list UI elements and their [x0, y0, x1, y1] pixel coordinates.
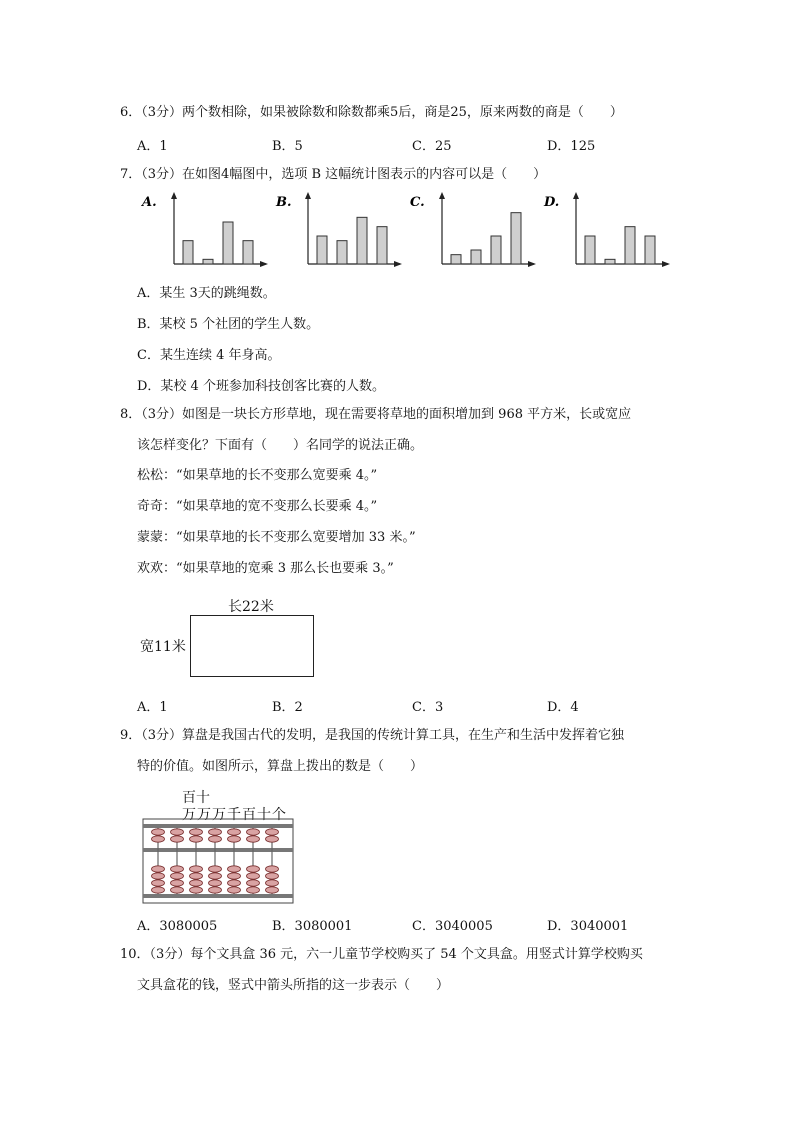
abacus-upper-bead: [190, 836, 203, 842]
chart-bar: [645, 236, 655, 264]
chart-x-arrow-icon: [260, 261, 268, 267]
abacus-lower-bead: [171, 866, 184, 872]
q8-statement-mengmeng: 蒙蒙：“如果草地的长不变那么宽要增加 33 米。”: [137, 530, 416, 545]
chart-bar: [223, 222, 233, 264]
abacus-upper-bead: [266, 829, 279, 835]
abacus-upper-bead: [228, 836, 241, 842]
q6-option-d[interactable]: D．125: [547, 139, 596, 154]
abacus-top-bar: [143, 824, 293, 828]
q8-statement-qiqi: 奇奇：“如果草地的宽不变那么长要乘 4。”: [137, 499, 378, 514]
chart-label-3: C.: [410, 195, 425, 210]
q8-statement-songsong: 松松：“如果草地的长不变那么宽要乘 4。”: [137, 468, 378, 483]
q9-option-b[interactable]: B．3080001: [272, 919, 353, 934]
question-10-line-1: 10．（3分）每个文具盒 36 元，六一儿童节学校购买了 54 个文具盒。用竖式计算学校购买: [120, 947, 643, 962]
q8-length-label: 长22米: [228, 599, 274, 615]
abacus-lower-bead: [171, 880, 184, 886]
chart-bar: [471, 250, 481, 264]
q8-option-b[interactable]: B．2: [272, 700, 303, 715]
question-8-line-1: 8．（3分）如图是一块长方形草地，现在需要将草地的面积增加到 968 平方米，长或宽应: [120, 407, 632, 422]
chart-x-arrow-icon: [528, 261, 536, 267]
abacus-lower-bead: [228, 873, 241, 879]
abacus-upper-bead: [152, 836, 165, 842]
abacus-upper-bead: [247, 836, 260, 842]
abacus-lower-bead: [209, 873, 222, 879]
chart-label-1: A.: [142, 195, 157, 210]
question-9-line-1: 9．（3分）算盘是我国古代的发明，是我国的传统计算工具，在生产和生活中发挥着它独: [120, 728, 625, 743]
abacus-upper-bead: [209, 829, 222, 835]
chart-label-2: B.: [276, 195, 292, 210]
chart-bar: [243, 241, 253, 264]
abacus-lower-bead: [266, 873, 279, 879]
abacus-lower-bead: [171, 887, 184, 893]
abacus-lower-bead: [266, 880, 279, 886]
abacus-lower-bead: [209, 887, 222, 893]
abacus-lower-bead: [190, 873, 203, 879]
question-10-line-2: 文具盒花的钱，竖式中箭头所指的这一步表示（ ）: [137, 978, 450, 993]
abacus-lower-bead: [190, 880, 203, 886]
abacus-lower-bead: [152, 866, 165, 872]
chart-bar: [377, 227, 387, 264]
chart-bar: [357, 217, 367, 264]
abacus-lower-bead: [247, 873, 260, 879]
chart-y-arrow-icon: [573, 192, 579, 199]
abacus-upper-bead: [209, 836, 222, 842]
abacus-lower-bead: [228, 880, 241, 886]
q7-answer-a[interactable]: A．某生 3天的跳绳数。: [137, 286, 276, 301]
abacus-lower-bead: [152, 880, 165, 886]
q6-option-c[interactable]: C．25: [412, 139, 452, 154]
q7-answer-d[interactable]: D．某校 4 个班参加科技创客比赛的人数。: [137, 379, 385, 394]
chart-bar: [337, 241, 347, 264]
q8-width-label: 宽11米: [140, 639, 186, 655]
q9-option-c[interactable]: C．3040005: [412, 919, 493, 934]
question-9-line-2: 特的价值。如图所示，算盘上拨出的数是（ ）: [137, 759, 424, 774]
abacus-lower-bead: [152, 887, 165, 893]
chart-bar: [605, 259, 615, 264]
abacus-lower-bead: [190, 887, 203, 893]
abacus-upper-bead: [228, 829, 241, 835]
abacus-lower-bead: [209, 866, 222, 872]
abacus-upper-bead: [247, 829, 260, 835]
chart-bar: [451, 255, 461, 264]
abacus-upper-bead: [171, 829, 184, 835]
q9-option-a[interactable]: A．3080005: [137, 919, 218, 934]
chart-bar: [511, 213, 521, 264]
chart-x-arrow-icon: [394, 261, 402, 267]
abacus-lower-bead: [247, 887, 260, 893]
chart-bar: [183, 241, 193, 264]
abacus-upper-bead: [266, 836, 279, 842]
chart-bar: [491, 236, 501, 264]
question-7-text: 7．（3分）在如图4幅图中，选项 B 这幅统计图表示的内容可以是（ ）: [120, 167, 547, 182]
chart-bar: [585, 236, 595, 264]
abacus-upper-bead: [190, 829, 203, 835]
q8-option-c[interactable]: C．3: [412, 700, 444, 715]
q6-option-a[interactable]: A．1: [137, 139, 168, 154]
q8-statement-huanhuan: 欢欢：“如果草地的宽乘 3 那么长也要乘 3。”: [137, 561, 394, 576]
abacus-lower-bead: [228, 887, 241, 893]
q9-option-d[interactable]: D．3040001: [547, 919, 629, 934]
abacus-top-labels: 百十: [182, 790, 210, 806]
chart-bar: [317, 236, 327, 264]
abacus-lower-bead: [171, 873, 184, 879]
chart-y-arrow-icon: [439, 192, 445, 199]
question-6-text: 6．（3分）两个数相除，如果被除数和除数都乘5后，商是25，原来两数的商是（ ）: [120, 105, 623, 120]
abacus-lower-bead: [247, 880, 260, 886]
question-8-line-2: 该怎样变化？下面有（ ）名同学的说法正确。: [137, 438, 424, 453]
chart-y-arrow-icon: [305, 192, 311, 199]
abacus-lower-bead: [228, 866, 241, 872]
chart-y-arrow-icon: [171, 192, 177, 199]
abacus-figure: [142, 818, 294, 904]
abacus-lower-bead: [152, 873, 165, 879]
q8-option-a[interactable]: A．1: [137, 700, 168, 715]
chart-bar: [203, 259, 213, 264]
abacus-upper-bead: [152, 829, 165, 835]
abacus-place-labels: 万万万千百十个: [182, 807, 287, 823]
q7-answer-b[interactable]: B．某校 5 个社团的学生人数。: [137, 317, 320, 332]
q6-option-b[interactable]: B．5: [272, 139, 303, 154]
abacus-middle-beam: [143, 848, 293, 852]
abacus-lower-bead: [266, 866, 279, 872]
abacus-upper-bead: [171, 836, 184, 842]
abacus-lower-bead: [266, 887, 279, 893]
chart-x-arrow-icon: [662, 261, 670, 267]
q7-answer-c[interactable]: C．某生连续 4 年身高。: [137, 348, 281, 363]
q8-rectangle-lawn: [190, 615, 314, 677]
abacus-lower-bead: [247, 866, 260, 872]
q8-option-d[interactable]: D．4: [547, 700, 579, 715]
abacus-bottom-bar: [143, 894, 293, 898]
abacus-lower-bead: [190, 866, 203, 872]
q7-charts-figure: [140, 190, 685, 272]
chart-label-4: D.: [544, 195, 560, 210]
chart-bar: [625, 227, 635, 264]
abacus-lower-bead: [209, 880, 222, 886]
